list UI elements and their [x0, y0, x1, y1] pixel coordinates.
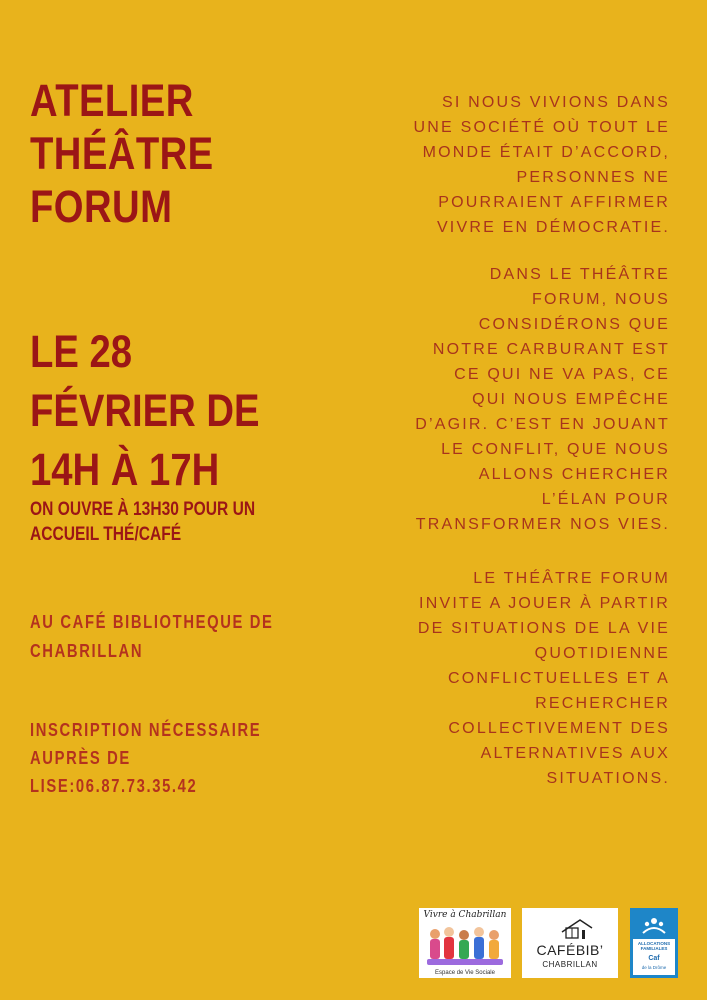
caf-family-icon — [633, 911, 675, 941]
date-line: 14H À 17H — [30, 444, 220, 495]
poster-title — [30, 74, 285, 233]
caf-logo — [630, 908, 678, 978]
paragraph-forum — [330, 262, 670, 537]
inscription-line: AUPRÈS DE — [30, 748, 131, 768]
date-line: FÉVRIER DE — [30, 385, 260, 436]
vivre-logo-subtitle: Espace de Vie Sociale — [435, 970, 495, 976]
title-line: FORUM — [30, 181, 173, 232]
inscription — [30, 716, 261, 800]
opening-note — [30, 497, 255, 547]
paragraph-line: TRANSFORMER NOS VIES. — [415, 516, 670, 533]
date-line: LE 28 — [30, 326, 133, 377]
caf-line3: de la Drôme — [641, 965, 667, 970]
paragraph-democracy — [330, 90, 670, 240]
opening-line: ON OUVRE À 13H30 POUR UN — [30, 499, 256, 520]
paragraph-line: DE SITUATIONS DE LA VIE — [417, 620, 670, 637]
paragraph-line: SI NOUS VIVIONS DANS — [441, 94, 670, 111]
caf-line2: Caf — [648, 955, 660, 962]
paragraph-line: POURRAIENT AFFIRMER — [438, 194, 670, 211]
cafebib-name: CAFÉBIB’ — [536, 942, 604, 958]
paragraph-line: PERSONNES NE — [516, 169, 670, 186]
partner-logos — [419, 908, 681, 978]
inscription-phone: LISE:06.87.73.35.42 — [30, 776, 198, 796]
venue-line: CHABRILLAN — [30, 641, 144, 661]
title-line: ATELIER — [30, 75, 194, 126]
paragraph-line: QUOTIDIENNE — [534, 645, 670, 662]
paragraph-line: L’ÉLAN POUR — [541, 491, 670, 508]
venue-line: AU CAFÉ BIBLIOTHEQUE DE — [30, 612, 274, 632]
cafebib-subtitle: CHABRILLAN — [542, 960, 598, 969]
paragraph-line: QUI NOUS EMPÊCHE — [472, 391, 670, 408]
paragraph-line: ALLONS CHERCHER — [478, 466, 670, 483]
cafebib-logo — [522, 908, 618, 978]
paragraph-line: VIVRE EN DÉMOCRATIE. — [436, 219, 670, 236]
paragraph-line: CE QUI NE VA PAS, CE — [454, 366, 670, 383]
paragraph-line: COLLECTIVEMENT DES — [448, 720, 670, 737]
paragraph-line: D’AGIR. C’EST EN JOUANT — [415, 416, 670, 433]
paragraph-line: INVITE A JOUER À PARTIR — [419, 595, 670, 612]
paragraph-line: ALTERNATIVES AUX — [480, 745, 670, 762]
paragraph-line: DANS LE THÉÂTRE — [489, 266, 670, 283]
paragraph-line: CONSIDÉRONS QUE — [478, 316, 670, 333]
people-illustration-icon — [419, 908, 511, 978]
paragraph-line: NOTRE CARBURANT EST — [432, 341, 670, 358]
paragraph-line: FORUM, NOUS — [532, 291, 670, 308]
paragraph-line: SITUATIONS. — [546, 770, 670, 787]
paragraph-invitation — [330, 566, 670, 791]
vivre-logo-title: Vivre à Chabrillan — [423, 910, 507, 920]
paragraph-line: RECHERCHER — [535, 695, 670, 712]
event-date — [30, 322, 260, 499]
venue — [30, 608, 274, 666]
inscription-line: INSCRIPTION NÉCESSAIRE — [30, 720, 262, 740]
caf-line1: ALLOCATIONS FAMILIALES — [637, 941, 671, 951]
paragraph-line: LE CONFLIT, QUE NOUS — [441, 441, 670, 458]
vivre-a-chabrillan-logo — [419, 908, 511, 978]
opening-line: ACCUEIL THÉ/CAFÉ — [30, 524, 182, 545]
paragraph-line: UNE SOCIÉTÉ OÙ TOUT LE — [413, 119, 670, 136]
title-line: THÉÂTRE — [30, 128, 214, 179]
paragraph-line: LE THÉÂTRE FORUM — [473, 570, 670, 587]
paragraph-line: CONFLICTUELLES ET A — [447, 670, 670, 687]
paragraph-line: MONDE ÉTAIT D’ACCORD, — [422, 144, 670, 161]
